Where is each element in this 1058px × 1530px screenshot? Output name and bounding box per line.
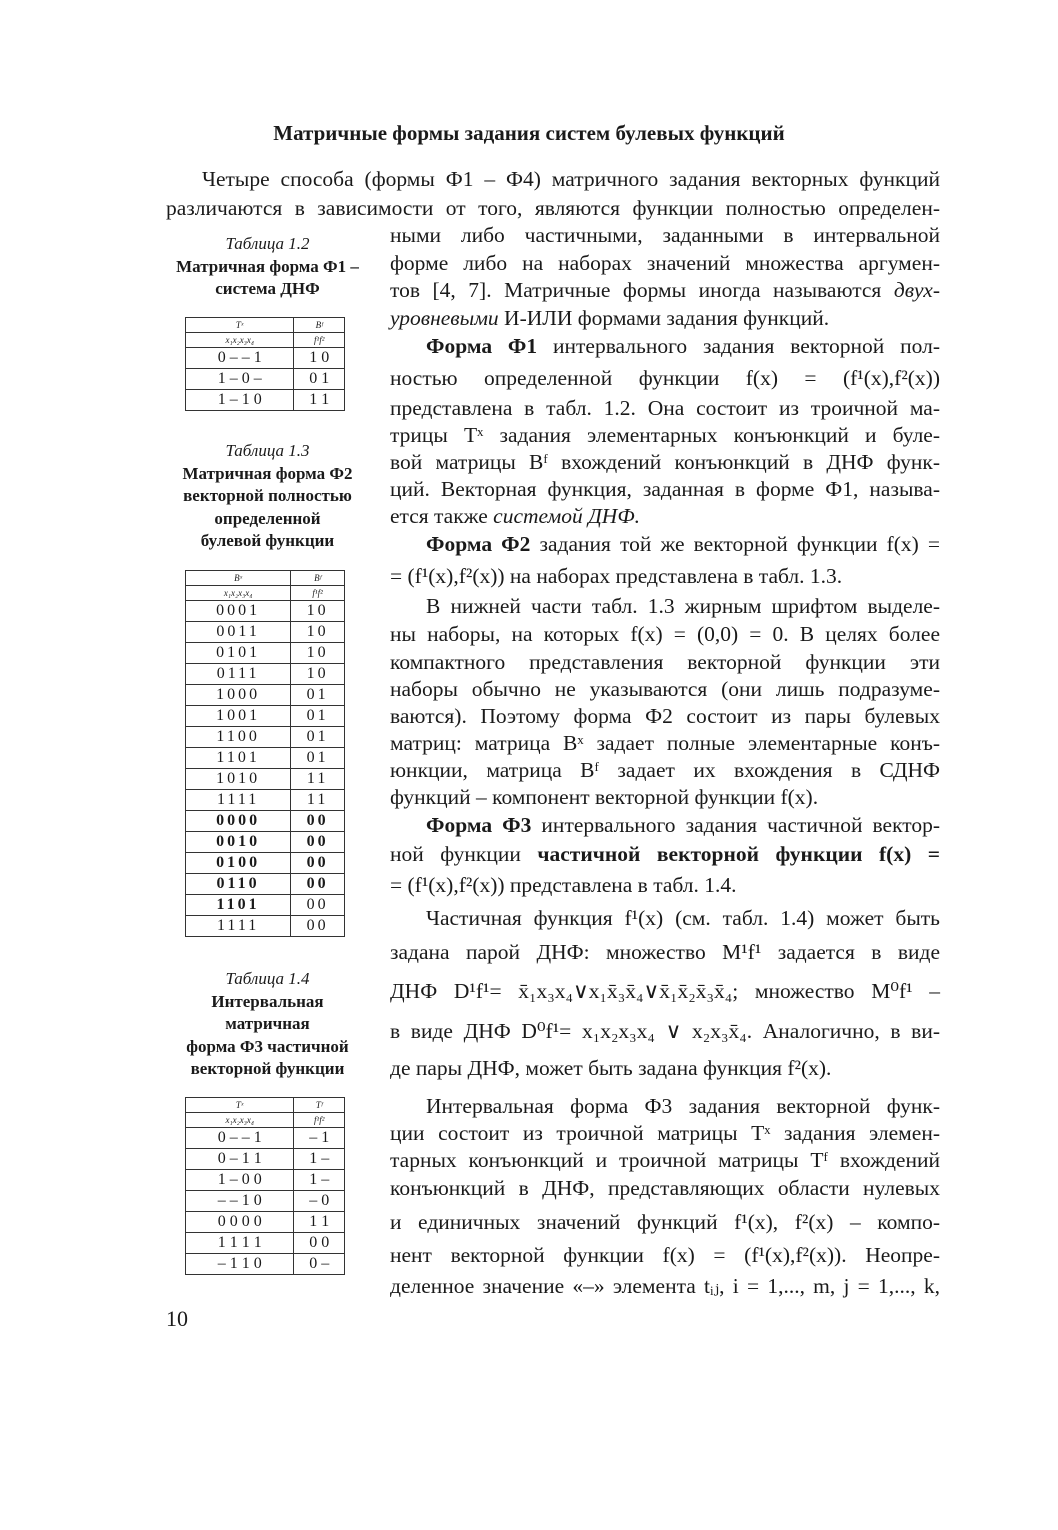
table-row: 0110 00 <box>186 874 345 895</box>
table-row: 0 – – 1 – 1 <box>186 1128 345 1149</box>
text-line: уровневыми И-ИЛИ формами задания функций. <box>390 306 830 330</box>
text-line: трицы Tˣ задания элементарных конъюнкций и буле- <box>390 423 940 447</box>
text-line: нент векторной функции f(x) = (f¹(x),f²(x)). Неопре- <box>390 1243 940 1267</box>
text-line: юнкции, матрица Bᶠ задает их вхождения в СДНФ <box>390 758 940 782</box>
text-line: вой матрицы Bᶠ вхождений конъюнкций в ДНФ функ- <box>390 450 940 474</box>
page-heading: Матричные формы задания систем булевых функций <box>273 121 785 145</box>
text-line: наборы обычно не указываются (они лишь подразуме- <box>390 677 940 701</box>
text-line: ной функции частичной векторной функции f(x) = <box>390 842 940 866</box>
text-line: Форма Ф2 задания той же векторной функции f(x) = <box>426 532 940 556</box>
text-line: и единичных значений функций f¹(x), f²(x) – компо- <box>390 1210 940 1234</box>
table-row: 1 – 0 – 0 1 <box>186 369 345 390</box>
table-row: 0001 10 <box>186 601 345 622</box>
text-line: ДНФ D¹f¹= x̄₁x₃x₄∨x₁x̄₃x̄₄∨x̄₁x̄₂x̄₃x̄₄; множество M⁰f¹ – <box>390 979 940 1003</box>
text-line: ваются). Поэтому форма Ф2 состоит из пары булевых <box>390 704 940 728</box>
text-line: = (f¹(x),f²(x)) на наборах представлена в табл. 1.3. <box>390 564 843 588</box>
text-line: Форма Ф1 интервального задания векторной пол- <box>426 334 941 358</box>
table-1-2-caption: Таблица 1.2 Матричная форма Ф1 – система ДНФ <box>176 234 359 298</box>
text-line: компактного представления векторной функции эти <box>390 650 940 674</box>
text-line: ны наборы, на которых f(x) = (0,0) = 0. В целях более <box>390 622 940 646</box>
text-line: конъюнкций в ДНФ, представляющих области нулевых <box>390 1176 940 1200</box>
text-line: ными либо частичными, заданными в интервальной <box>390 223 940 247</box>
text-line: представлена в табл. 1.2. Она состоит из троичной ма- <box>390 396 940 420</box>
text-line: В нижней части табл. 1.3 жирным шрифтом выделе- <box>426 594 940 618</box>
table-row: 0 – 1 1 1 – <box>186 1149 345 1170</box>
table-row: 1111 00 <box>186 916 345 937</box>
text-line: ется также системой ДНФ. <box>390 504 640 528</box>
table-1-3-caption: Таблица 1.3 Матричная форма Ф2 векторной полностью определенной булевой функции <box>182 441 353 550</box>
table-row: 1010 11 <box>186 769 345 790</box>
table-row: 0 – – 1 1 0 <box>186 348 345 369</box>
text-line: ностью определенной функции f(x) = (f¹(x),f²(x)) <box>390 366 940 390</box>
text-line: форме либо на наборах значений множества аргумен- <box>390 251 940 275</box>
text-line: в виде ДНФ D⁰f¹= x₁x₂x₃x₄ ∨ x₂x₃x̄₄. Аналогично, в ви- <box>390 1019 940 1043</box>
table-row: 0010 00 <box>186 832 345 853</box>
table-1-3: Bˣ Bᶠ x₁x₂x₃x₄ f¹f² 0001 10 0011 10 0101 10 0111 10 1000 01 1001 01 1100 01 1101 01 1010 11 1111 11 0000 00 0010 00 0100 00 0110 00 1101 00 1111 00 <box>185 570 345 937</box>
table-row: 1 1 1 1 0 0 <box>186 1233 345 1254</box>
text-line: де пары ДНФ, может быть задана функция f²(x). <box>390 1056 832 1080</box>
text-line: деленное значение «–» элемента tᵢⱼ, i = 1,..., m, j = 1,..., k, <box>390 1274 940 1298</box>
table-row: 0 0 0 0 1 1 <box>186 1212 345 1233</box>
text-line: тов [4, 7]. Матричные формы иногда называются двух- <box>390 278 940 302</box>
text-line: задана парой ДНФ: множество M¹f¹ задается в виде <box>390 940 940 964</box>
table-row: 1100 01 <box>186 727 345 748</box>
table-row: 0000 00 <box>186 811 345 832</box>
text-line: = (f¹(x),f²(x)) представлена в табл. 1.4. <box>390 873 737 897</box>
table-row: 0100 00 <box>186 853 345 874</box>
table-row: – – 1 0 – 0 <box>186 1191 345 1212</box>
table-row: 0011 10 <box>186 622 345 643</box>
text-line: ций. Векторная функция, заданная в форме Ф1, называ- <box>390 477 940 501</box>
table-row: 1101 00 <box>186 895 345 916</box>
intro-line-1: Четыре способа (формы Ф1 – Ф4) матричного задания векторных функций <box>202 167 940 191</box>
table-1-4: Tˣ Tᶠ x₁x₂x₃x₄ f¹f² 0 – – 1 – 1 0 – 1 1 1 – 1 – 0 0 1 – – – 1 0 – 0 0 0 0 0 1 1 1 1 1 1 0 0 – 1 1 0 0 – <box>185 1097 345 1275</box>
table-row: 1101 01 <box>186 748 345 769</box>
text-line: функций – компонент векторной функции f(x). <box>390 785 819 809</box>
text-line: матриц: матрица Bˣ задает полные элементарные конъ- <box>390 731 940 755</box>
table-row: 1 – 0 0 1 – <box>186 1170 345 1191</box>
table-1-4-caption: Таблица 1.4 Интервальная матричная форма Ф3 частичной векторной функции <box>186 969 349 1078</box>
table-row: 0101 10 <box>186 643 345 664</box>
table-row: 1001 01 <box>186 706 345 727</box>
text-line: Частичная функция f¹(x) (см. табл. 1.4) может быть <box>426 906 940 930</box>
table-row: – 1 1 0 0 – <box>186 1254 345 1275</box>
text-line: Интервальная форма Ф3 задания векторной функ- <box>426 1094 940 1118</box>
intro-line-2: различаются в зависимости от того, являются функции полностью определен- <box>166 196 940 220</box>
text-line: Форма Ф3 интервального задания частичной вектор- <box>426 813 941 837</box>
text-line: ции состоит из троичной матрицы Tˣ задания элемен- <box>390 1121 940 1145</box>
text-line: тарных конъюнкций и троичной матрицы Tᶠ вхождений <box>390 1148 940 1172</box>
page-number: 10 <box>166 1306 188 1331</box>
table-row: 1111 11 <box>186 790 345 811</box>
table-row: 1 – 1 0 1 1 <box>186 390 345 411</box>
table-row: 0111 10 <box>186 664 345 685</box>
table-row: 1000 01 <box>186 685 345 706</box>
table-1-2: Tˣ Bᶠ x₁x₂x₃x₄ f¹f² 0 – – 1 1 0 1 – 0 – 0 1 1 – 1 0 1 1 <box>185 317 345 411</box>
